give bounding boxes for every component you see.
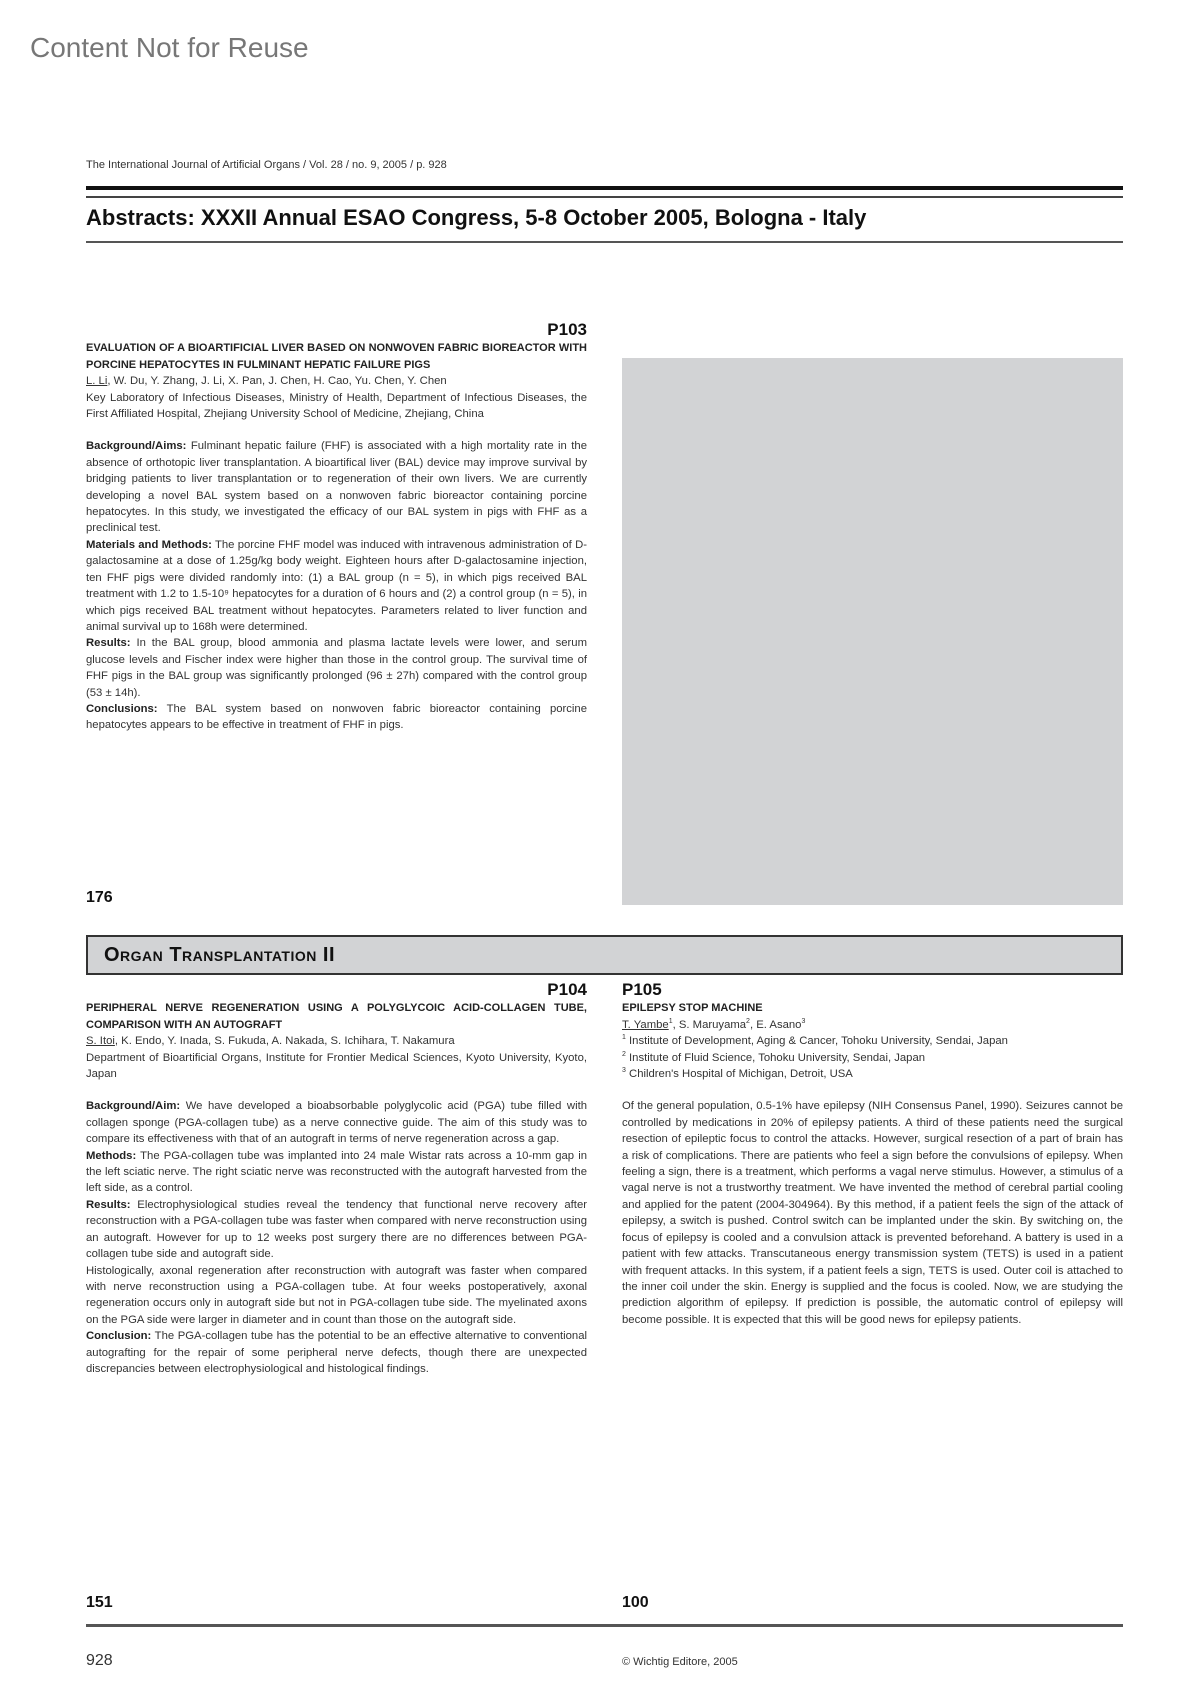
affiliation bbox=[622, 1050, 1123, 1066]
page-number-p103: 176 bbox=[86, 889, 113, 906]
abstract-affiliation: Key Laboratory of Infectious Diseases, Ministry of Health, Department of Infectious Diseases, the First Affiliated Hospital, Zhejiang University School of Medicine, Zhejiang, China bbox=[86, 391, 587, 421]
watermark: Content Not for Reuse bbox=[30, 32, 309, 63]
footer-page-number: 928 bbox=[86, 1652, 113, 1669]
co-authors: , W. Du, Y. Zhang, J. Li, X. Pan, J. Chen, H. Cao, Yu. Chen, Y. Chen bbox=[107, 375, 447, 388]
section-label: Methods: bbox=[86, 1149, 137, 1162]
section-text: The BAL system based on nonwoven fabric bioreactor containing porcine hepatocytes appears to be effective in treatment of FHF in pigs. bbox=[86, 702, 587, 732]
affiliation-text: Institute of Fluid Science, Tohoku University, Sendai, Japan bbox=[625, 1051, 926, 1064]
abstract-section bbox=[86, 1098, 587, 1147]
section-text: The PGA-collagen tube has the potential to be an effective alternative to conventional autografting for the repair of some peripheral nerve defects, though there are unexpected discrepancies between electrophysiological and histological findings. bbox=[86, 1330, 587, 1375]
abstract-section bbox=[86, 701, 587, 734]
title-rule bbox=[86, 241, 1123, 243]
section-label: Conclusions: bbox=[86, 702, 158, 715]
section-text: In the BAL group, blood ammonia and plasma lactate levels were lower, and serum glucose levels and Fischer index were higher than those in the control group. The survival time of FHF pigs in the BAL group was significantly prolonged (96 ± 27h) compared with the control group (53 ± 14h). bbox=[86, 637, 587, 699]
abstract-p105 bbox=[622, 982, 1123, 1328]
affiliation bbox=[622, 1066, 1123, 1082]
co-author: , E. Asano bbox=[749, 1018, 802, 1031]
section-label: Background/Aim: bbox=[86, 1100, 181, 1113]
abstract-section bbox=[86, 1148, 587, 1197]
section-label: Results: bbox=[86, 1198, 131, 1211]
section-text: Electrophysiological studies reveal the tendency that functional nerve recovery after reconstruction with a PGA-collagen tube was faster when compared with nerve reconstruction using an autograft. However for up to 12 weeks post surgery there are no differences between PGA-collagen tube side and autograft side. bbox=[86, 1198, 587, 1261]
abstract-p104 bbox=[86, 982, 587, 1377]
header-rule-thin bbox=[86, 196, 1123, 198]
affiliation-text: Children's Hospital of Michigan, Detroit, USA bbox=[625, 1068, 853, 1081]
abstract-p103 bbox=[86, 322, 587, 734]
congress-title: Abstracts: XXXII Annual ESAO Congress, 5-8 October 2005, Bologna - Italy bbox=[86, 205, 867, 230]
section-text: The porcine FHF model was induced with intravenous administration of D-galactosamine at a dose of 1.25g/kg body weight. Eighteen hours after D-galactosamine injection, ten FHF pigs were divided randomly into: (1) a BAL group (n = 5), in which pigs received BAL treatment with 1.2 to 1.5-10⁹ hepatocytes for a duration of 6 hours and (2) a control group (n = 5), in which pigs received BAL treatment without hepatocytes. Parameters related to liver function and animal survival up to 168h were determined. bbox=[86, 538, 587, 633]
abstract-authors bbox=[86, 1033, 587, 1049]
section-label: Conclusion: bbox=[86, 1330, 152, 1343]
header-rule-thick bbox=[86, 186, 1123, 190]
presenting-author: S. Itoi bbox=[86, 1035, 115, 1048]
abstract-section bbox=[86, 635, 587, 701]
abstract-title: EVALUATION OF A BIOARTIFICIAL LIVER BASED ON NONWOVEN FABRIC BIOREACTOR WITH PORCINE HEPATOCYTES IN FULMINANT HEPATIC FAILURE PIGS bbox=[86, 342, 587, 371]
section-label: Results: bbox=[86, 637, 131, 650]
abstract-affiliation: Department of Bioartificial Organs, Institute for Frontier Medical Sciences, Kyoto University, Kyoto, Japan bbox=[86, 1051, 587, 1081]
footer-copyright: © Wichtig Editore, 2005 bbox=[622, 1656, 738, 1668]
abstract-section bbox=[86, 1197, 587, 1263]
presenting-author: L. Li bbox=[86, 375, 108, 388]
co-authors: , K. Endo, Y. Inada, S. Fukuda, A. Nakada, S. Ichihara, T. Nakamura bbox=[114, 1035, 455, 1048]
page-number-p104: 151 bbox=[86, 1594, 113, 1611]
abstract-authors bbox=[86, 373, 587, 389]
abstract-section bbox=[86, 438, 587, 536]
abstract-number: P104 bbox=[547, 980, 587, 999]
section-label: Background/Aims: bbox=[86, 440, 187, 453]
abstract-number: P105 bbox=[622, 980, 662, 999]
abstract-title: PERIPHERAL NERVE REGENERATION USING A POLYGLYCOIC ACID-COLLAGEN TUBE, COMPARISON WITH AN AUTOGRAFT bbox=[86, 1002, 587, 1031]
section-text: We have developed a bioabsorbable polyglycolic acid (PGA) tube filled with collagen sponge (PGA-collagen tube) as a nerve connective guide. The aim of this study was to compare its effectiveness with that of an autograft in terms of nerve regeneration across a gap. bbox=[86, 1100, 587, 1146]
affiliation-sup: 2 bbox=[622, 1050, 626, 1058]
footer-rule bbox=[86, 1624, 1123, 1627]
abstract-title: EPILEPSY STOP MACHINE bbox=[622, 1002, 763, 1015]
section-header-label: Organ Transplantation II bbox=[104, 944, 336, 966]
section-text: The PGA-collagen tube was implanted into 24 male Wistar rats across a 10-mm gap in the left sciatic nerve. The right sciatic nerve was reconstructed with the autograft harvested from the left side, as a control. bbox=[86, 1149, 587, 1195]
abstract-section bbox=[86, 537, 587, 635]
affiliation bbox=[622, 1033, 1123, 1049]
presenting-author: T. Yambe bbox=[622, 1018, 669, 1031]
journal-citation: The International Journal of Artificial Organs / Vol. 28 / no. 9, 2005 / p. 928 bbox=[86, 159, 447, 171]
affiliation-sup: 1 bbox=[622, 1034, 626, 1042]
page-number-p105: 100 bbox=[622, 1594, 649, 1611]
section-text: Histologically, axonal regeneration after reconstruction with autograft was faster when compared with nerve reconstruction using a PGA-collagen tube. At four weeks postoperatively, axonal regeneration occurs only in autograft side but not in PGA-collagen tube side. The myelinated axons on the PGA side were larger in diameter and in count than those on the autograft side. bbox=[86, 1264, 587, 1326]
author-sup: 3 bbox=[801, 1018, 806, 1026]
abstract-authors bbox=[622, 1017, 1123, 1033]
abstract-section bbox=[86, 1263, 587, 1329]
affiliation-sup: 3 bbox=[622, 1067, 626, 1075]
abstract-body: Of the general population, 0.5-1% have epilepsy (NIH Consensus Panel, 1990). Seizures cannot be controlled by medications in 20% of epilepsy patients. A third of these patients need the surgical resection of epileptic focus to control the attacks. However, surgical resection of a part of brain has a risk of complications. There are patients who feel a sign before the convulsions of epilepsy. When feeling a sign, there is a treatment, which performs a vagal nerve stimulus. However, a stimulus of a vagal nerve is not a trustworthy treatment. We have invented the method of cerebral partial cooling and applied for the patent (2004-304964). By this method, if a patient feels the sign of the attack of epilepsy, a switch is pushed. Control switch can be implanted under the skin. By switching on, the focus of epilepsy is cooled and a convulsion attack is prevented beforehand. A battery is used in a patient with few attacks. Transcutaneous energy transmission system (TETS) is used in a patient with frequent attacks. In this system, if a patient feels a sign, TETS is used. Outer coil is attached to the inner coil under the skin. Energy is supplied and the focus is cooled. Now, we are studying the prediction algorithm of epilepsy. If prediction is possible, the automatic control of epilepsy will become possible. It is expected that this will be good news for epilepsy patients. bbox=[622, 1100, 1123, 1326]
section-header bbox=[86, 935, 1123, 975]
abstract-number: P103 bbox=[547, 320, 587, 339]
abstract-section bbox=[86, 1328, 587, 1377]
co-author: , S. Maruyama bbox=[672, 1018, 747, 1031]
author-sup: 1 bbox=[668, 1018, 673, 1026]
image-placeholder bbox=[622, 358, 1123, 905]
section-label: Materials and Methods: bbox=[86, 538, 212, 551]
affiliation-text: Institute of Development, Aging & Cancer, Tohoku University, Sendai, Japan bbox=[625, 1035, 1008, 1048]
author-sup: 2 bbox=[746, 1018, 750, 1026]
section-text: Fulminant hepatic failure (FHF) is associated with a high mortality rate in the absence of orthotopic liver transplantation. A bioartifical liver (BAL) device may improve survival by bridging patients to liver transplantation or to regeneration of their own livers. We are currently developing a novel BAL system based on a nonwoven fabric bioreactor containing porcine hepatocytes. In this study, we investigated the efficacy of our BAL system in pigs with FHF as a preclinical test. bbox=[86, 440, 587, 535]
